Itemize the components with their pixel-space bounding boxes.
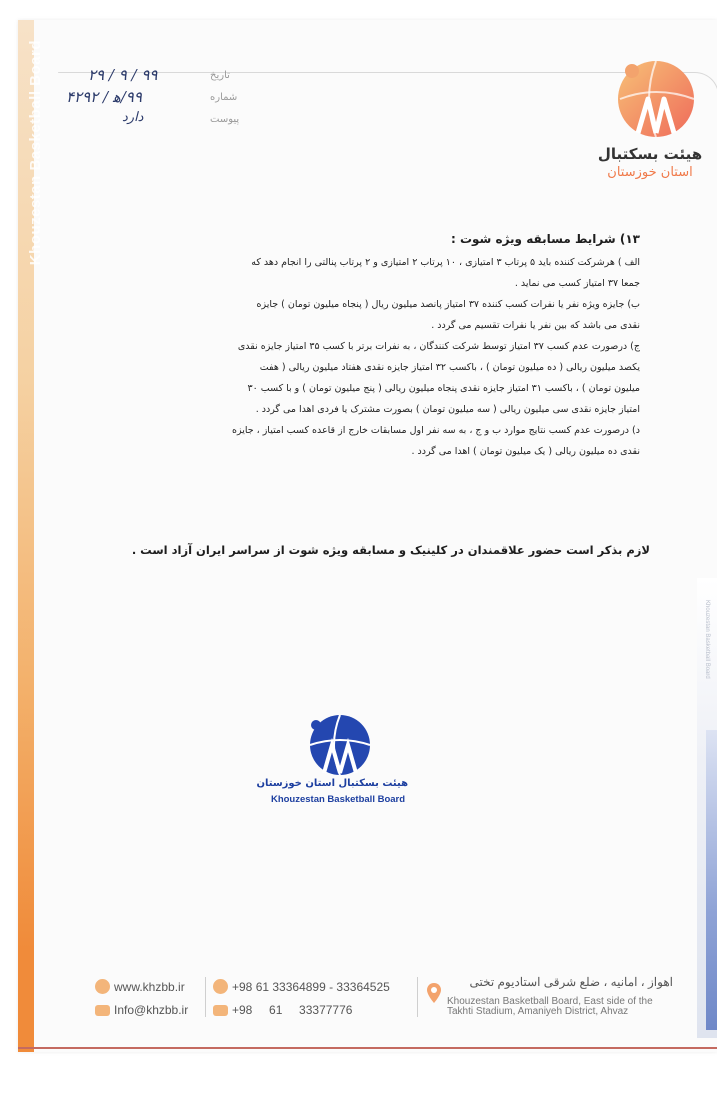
section-line: الف ) هرشرکت کننده باید ۵ پرتاب ۳ امتیازی ، ۱۰ پرتاب ۲ امتیازی و ۲ پرتاب پنالتی را انجام دهد که — [251, 257, 640, 268]
attachment-value: دارد — [122, 110, 144, 125]
logo-subtitle: استان خوزستان — [607, 165, 693, 180]
phone-icon — [213, 979, 228, 994]
section-line: امتیاز جایزه نقدی سی میلیون ریالی ( سه میلیون تومان ) بصورت مشترک یا فردی اهدا می گردد . — [255, 404, 640, 415]
section-body — [110, 232, 640, 462]
date-value: ۹۹ / ۹ / ۲۹ — [88, 66, 158, 84]
stamp-logo — [256, 715, 410, 825]
fax-text: +98 61 33377776 — [232, 1003, 353, 1017]
website-item[interactable] — [95, 979, 185, 994]
fax-icon — [213, 1005, 228, 1016]
side-watermark: Khouzestan Basketball Board — [27, 40, 44, 266]
address-fa: اهواز ، امانیه ، ضلع شرقی استادیوم تختی — [469, 975, 673, 989]
number-label: شماره — [210, 92, 238, 103]
footer-divider — [205, 977, 206, 1017]
section-line: میلیون تومان ) ، باکسب ۳۱ امتیاز جایزه نقدی پنجاه میلیون ریالی ( پنج میلیون تومان ) و با کسب ۳۰ — [247, 383, 640, 394]
letter-meta — [66, 66, 240, 136]
letter-footer — [95, 975, 680, 1030]
mail-icon — [95, 1005, 110, 1016]
address-en: Khouzestan Basketball Board, East side of the Takhti Stadium, Amaniyeh District, Ahvaz — [447, 996, 653, 1017]
attachment-row — [70, 110, 240, 136]
bottom-rule — [18, 1047, 717, 1049]
stamp-text-fa: هیئت بسکتبال استان خوزستان — [256, 778, 408, 789]
number-value: ۹۹/ﻫ / ۴۲۹۲ — [66, 88, 142, 106]
section-line: نقدی می باشد که بین نفر یا نفرات تقسیم می گردد . — [431, 320, 640, 331]
email-text[interactable]: Info@khzbb.ir — [114, 1003, 189, 1017]
date-label: تاریخ — [210, 70, 230, 81]
globe-icon — [95, 979, 110, 994]
logo-title: هیئت بسکتبال — [597, 145, 703, 163]
phone-item — [213, 979, 390, 994]
section-line: جمعا ۳۷ امتیاز کسب می نماید . — [514, 278, 640, 289]
location-pin-icon — [427, 983, 441, 1003]
section-line: ج) درصورت عدم کسب ۳۷ امتیاز توسط شرکت کنندگان ، به نفرات برتر با کسب ۳۵ امتیاز جایزه نقدی — [237, 341, 640, 352]
section-line: نقدی ده میلیون ریالی ( یک میلیون تومان ) اهدا می گردد . — [411, 446, 640, 457]
fax-item — [213, 1003, 352, 1017]
phone-text: +98 61 33364899 - 33364525 — [232, 979, 390, 994]
website-text[interactable]: www.khzbb.ir — [114, 979, 185, 994]
right-edge-watermark: Khouzestan Basketball Board — [704, 600, 710, 679]
section-line: ب) جایزه ویژه نفر یا نفرات کسب کننده ۳۷ امتیاز پانصد میلیون ریال ( پنجاه میلیون تومان ) جایزه — [256, 299, 640, 310]
right-blue-strip — [706, 730, 717, 1030]
section-line: د) درصورت عدم کسب نتایج موارد ب و ج ، به سه نفر اول مسابقات خارج از قاعده کسب امتیاز ، جایزه — [231, 425, 640, 436]
section-heading: ۱۳) شرایط مسابقه ویژه شوت : — [450, 232, 640, 246]
number-row — [66, 88, 238, 114]
section-paragraphs — [110, 252, 640, 462]
section-line: یکصد میلیون ریالی ( ده میلیون تومان ) ، باکسب ۳۲ امتیاز جایزه نقدی هفتاد میلیون ریالی ( هفت — [259, 362, 640, 373]
stamp-text-en: Khouzestan Basketball Board — [270, 794, 406, 805]
email-item[interactable] — [95, 1003, 188, 1017]
closing-note: لازم بذکر است حضور علاقمندان در کلینیک و مسابقه ویژه شوت از سراسر ایران آزاد است . — [131, 543, 650, 557]
footer-divider — [417, 977, 418, 1017]
attachment-label: پیوست — [210, 114, 240, 125]
side-accent-bar — [18, 20, 44, 1052]
